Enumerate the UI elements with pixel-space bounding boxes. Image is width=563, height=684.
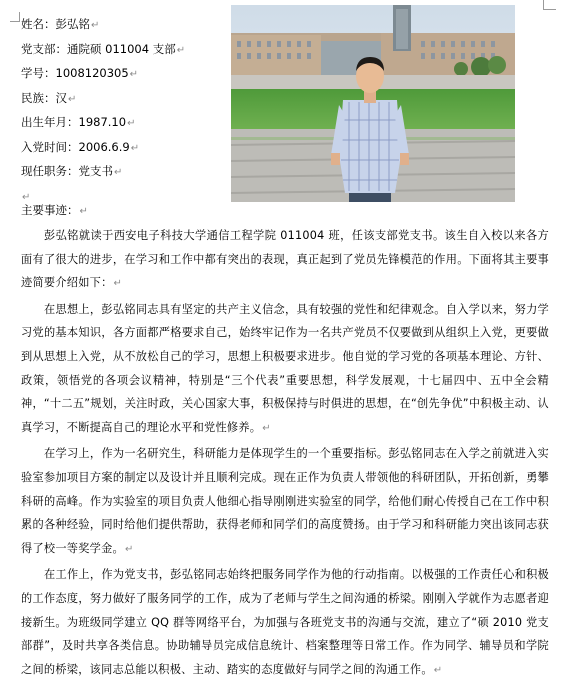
profile-ethnicity-line	[21, 86, 226, 111]
profile-position: 现任职务：党支书	[21, 164, 113, 178]
paragraph-ideology	[21, 298, 549, 441]
profile-name: 姓名：彭弘铭	[21, 17, 90, 31]
paragraph-mark-icon: ↵	[124, 543, 134, 555]
paragraph-text: 在思想上，彭弘铭同志具有坚定的共产主义信念，具有较强的党性和纪律观念。自入学以来，努力学习党的基本知识，各方面都严格要求自己，始终牢记作为一名共产党员不仅要做到从组织上入党，更要做到从思想上入党，从不放松自己的学习，思想上积极要求进步。他自觉的学习党的各项基本理论、方针、政策，领悟党的各项会议精神，特别是“三个代表”重要思想，科学发展观，十七届四中、五中全会精神，“十二五”规划，关注时政，关心国家大事，积极保持与时俱进的思想，在“创先争优”中积极主动、认真学习，不断提高自己的理论水平和党性修养。	[21, 302, 549, 434]
profile-student-id-line	[21, 61, 226, 86]
profile-ethnicity: 民族：汉	[21, 90, 67, 105]
profile-branch: 党支部：通院硕 011004 支部	[21, 41, 176, 56]
profile-party-join-line	[21, 135, 226, 160]
paragraph-mark-icon: ↵	[127, 118, 136, 129]
paragraph-mark-icon: ↵	[91, 20, 100, 31]
paragraph-text: 在工作上，作为党支书，彭弘铭同志始终把服务同学作为他的行动指南。以极强的工作责任心和积极的工作态度，努力做好了服务同学的工作，成为了老师与学生之间沟通的桥梁。刚刚入学就作为志愿者迎接新生。为班级同学建立 QQ 群等网络平台，为加强与各班党支书的沟通与交流，建立了“硕 2010 党支部群”，及时共享各类信息。协助辅导员完成信息统计、档案整理等日常工作。作为同学、辅导员和学院之间的桥梁，该同志总能以积极、主动、踏实的态度做好与同学之间的沟通工作。	[21, 568, 549, 676]
paragraph-mark-icon: ↵	[68, 93, 77, 105]
page-corner-mark	[10, 12, 20, 22]
profile-info	[21, 12, 226, 208]
paragraph-text: 在学习上，作为一名研究生，科研能力是体现学生的一个重要指标。彭弘铭同志在入学之前就进入实验室参加项目方案的制定以及设计并且顺利完成。现在正作为负责人带领他的科研团队，开拓创新，勇攀科研的高峰。作为实验室的项目负责人他细心指导刚刚进实验室的同学，给他们耐心传授自己在工作中积累的各种经验，同时给他们提供帮助，获得老师和同学们的高度赞扬。由于学习和科研能力突出该同志获得了校一等奖学金。	[21, 447, 549, 555]
profile-photo	[231, 5, 515, 202]
document-body	[21, 224, 549, 684]
paragraph-mark-icon: ↵	[129, 69, 139, 80]
profile-birth-line	[21, 110, 226, 135]
paragraph-mark-icon: ↵	[130, 142, 140, 154]
paragraph-work	[21, 563, 549, 682]
section-title-line	[21, 198, 88, 224]
paragraph-mark-icon: ↵	[433, 664, 443, 676]
paragraph-mark-icon: ↵	[79, 206, 88, 217]
paragraph-mark-icon: ↵	[262, 422, 271, 434]
profile-party-join: 入党时间：2006.6.9	[21, 139, 130, 154]
paragraph-mark-icon: ↵	[22, 191, 31, 203]
paragraph-mark-icon: ↵	[114, 167, 123, 178]
profile-birth: 出生年月：1987.10	[21, 115, 127, 129]
paragraph-study	[21, 442, 549, 561]
profile-photo-image	[231, 5, 515, 202]
paragraph-text: 彭弘铭就读于西安电子科技大学通信工程学院 011004 班，任该支部党支书。该生自入校以来各方面有了很大的进步，在学习和工作中都有突出的表现，真正起到了党员先锋模范的作用。下面将其主要事迹简要介绍如下：	[21, 229, 549, 290]
paragraph-intro	[21, 224, 549, 296]
profile-branch-line	[21, 37, 226, 62]
paragraph-mark-icon: ↵	[176, 44, 186, 56]
page-corner-mark	[543, 0, 556, 10]
paragraph-mark-icon: ↵	[113, 278, 123, 290]
section-title: 主要事迹：	[21, 203, 79, 217]
profile-name-line	[21, 12, 226, 37]
profile-position-line	[21, 159, 226, 184]
profile-student-id: 学号：1008120305	[21, 66, 129, 80]
